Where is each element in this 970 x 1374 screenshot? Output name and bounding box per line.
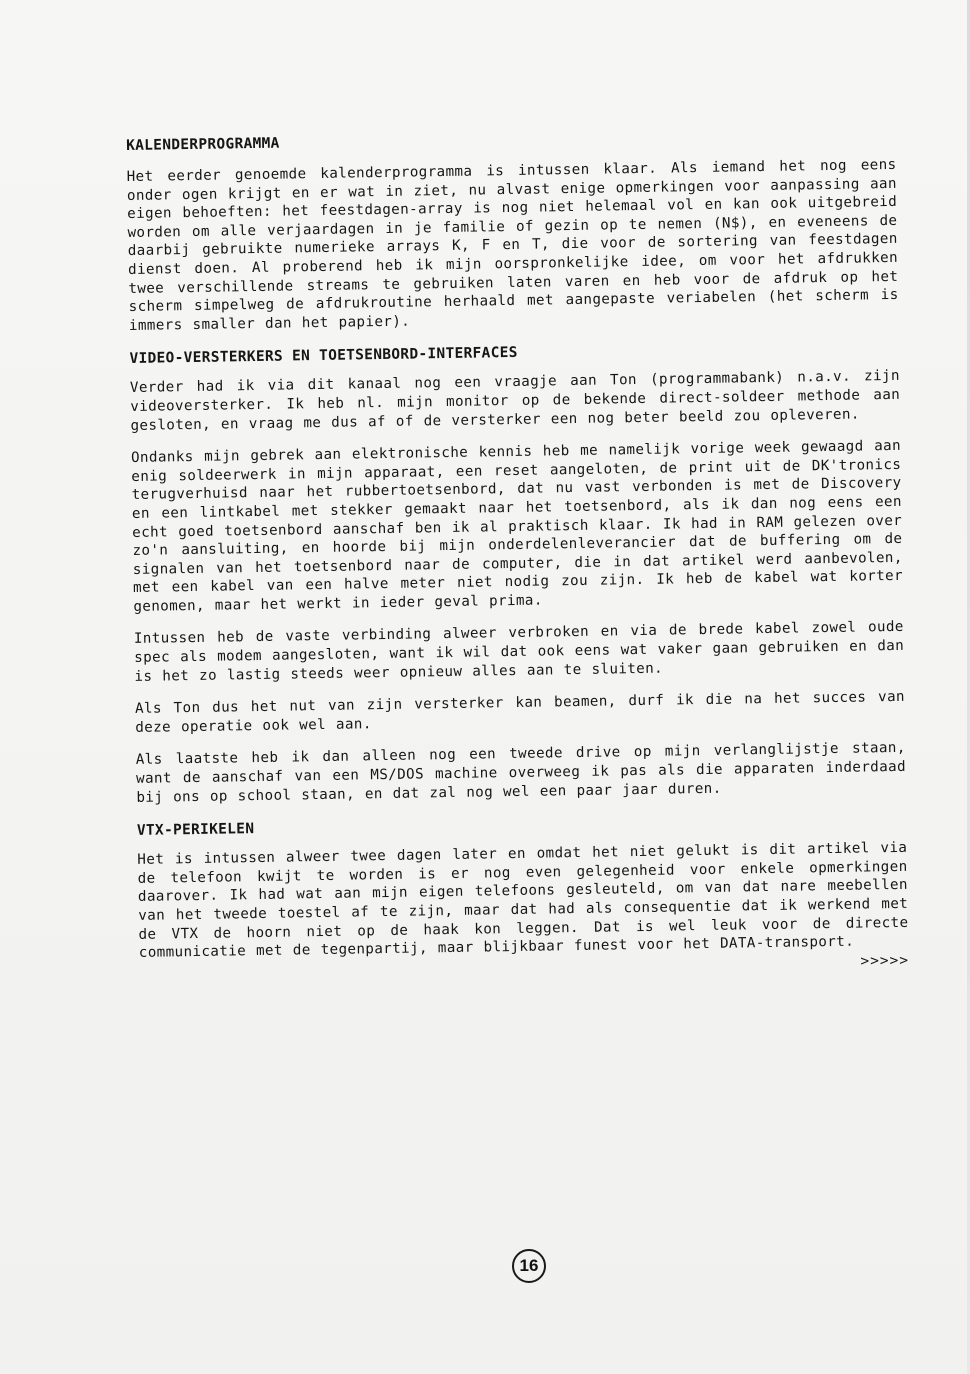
section-heading-video-versterkers: VIDEO-VERSTERKERS EN TOETSENBORD-INTERFACES (129, 345, 518, 368)
paragraph-video-1: Verder had ik via dit kanaal nog een vraagje aan Ton (programmabank) n.a.v. zijn videoversterker. Ik heb nl. mijn monitor op de bekende direct-soldeer methode aan gesloten, en vraag me dus af of de versterker een nog beter beeld zou opleveren. (129, 368, 901, 434)
continuation-arrows: >>>>> (860, 952, 910, 970)
paragraph-video-4: Als Ton dus het nut van zijn versterker kan beamen, durf ik die na het succes van deze operatie ook wel aan. (134, 689, 906, 736)
page-number-badge: 16 (512, 1249, 546, 1283)
paragraph-vtx-1: Het is intussen alweer twee dagen later en omdat het niet gelukt is dit artikel via de telefoon kwijt te worden is er nog even gelegenheid voor enkele opmerkingen daarover. Ik had wat aan mijn eigen telefoons gesleuteld, om van dat nare meebellen van het tweede toestel af te zijn, maar dat had als consequentie dat ik werkend met de VTX de hoorn niet op de haak kon leggen. Dat is wel leuk voor de directe communicatie met de tegenpartij, maar blijkbaar funest voor het DATA-transport. (137, 840, 909, 962)
paragraph-video-3: Intussen heb de vaste verbinding alweer verbroken en via de brede kabel zowel oude spec als modem aangesloten, want ik wil dat ook eens wat vaker gaan gebruiken en dan is het zo lastig steeds weer opnieuw alles aan te sluiten. (133, 619, 905, 685)
paragraph-video-5: Als laatste heb ik dan alleen nog een tweede drive op mijn verlanglijstje staan, want de aanschaf van een MS/DOS machine overweeg ik pas als die apparaten inderdaad bij ons op school staan, en dat zal nog wel een paar jaar duren. (135, 740, 907, 806)
section-heading-vtx-perikelen: VTX-PERIKELEN (136, 821, 255, 840)
paragraph-kalender-1: Het eerder genoemde kalenderprogramma is intussen klaar. Als iemand het nog eens onder ogen krijgt en er wat in ziet, nu alvast enige opmerkingen voor aanpassing aan eigen behoeften: het feestdagen-array is nog niet helemaal vol en kan ook uitgebreid worden om alle verjaardagen in je familie of gezin op te nemen (N$), en eveneens de daarbij gebruikte numerieke arrays K, F en T, die voor de sortering van feestdagen dienst doen. Al proberend heb ik mijn oorspronkelijke idee, om voor het afdrukken twee verschillende streams te gebruiken laten varen en heb voor de afdruk op het scherm simpelweg de afdrukroutine herhaald met aangepaste veriabelen (het scherm is immers smaller dan het papier). (126, 156, 899, 334)
section-heading-kalenderprogramma: KALENDERPROGRAMMA (126, 135, 280, 154)
paragraph-video-2: Ondanks mijn gebrek aan elektronische kennis heb me namelijk vorige week gewaagd aan enig soldeerwerk in mijn apparaat, een reset aangeloten, de print uit de DK'tronics terugverhuisd naar het rubbertoetsenbord, dat nu vast verbonden is met de Discovery en een lintkabel met stekker gemaakt naar het toetsenbord, als ik dan nog eens een echt goed toetsenbord aanschaf ben ik al praktisch klaar. Ik had in RAM gelezen over zo'n aansluiting, en hoorde bij mijn onderdelenleverancier dat de buffering om de signalen van het toetsenbord naar de computer, die in dat artikel werd aanbevolen, met een kabel van een halve meter niet nodig zou zijn. Ik heb de kabel wat korter genomen, maar het werkt in ieder geval prima. (130, 437, 904, 615)
article-column (126, 124, 909, 981)
